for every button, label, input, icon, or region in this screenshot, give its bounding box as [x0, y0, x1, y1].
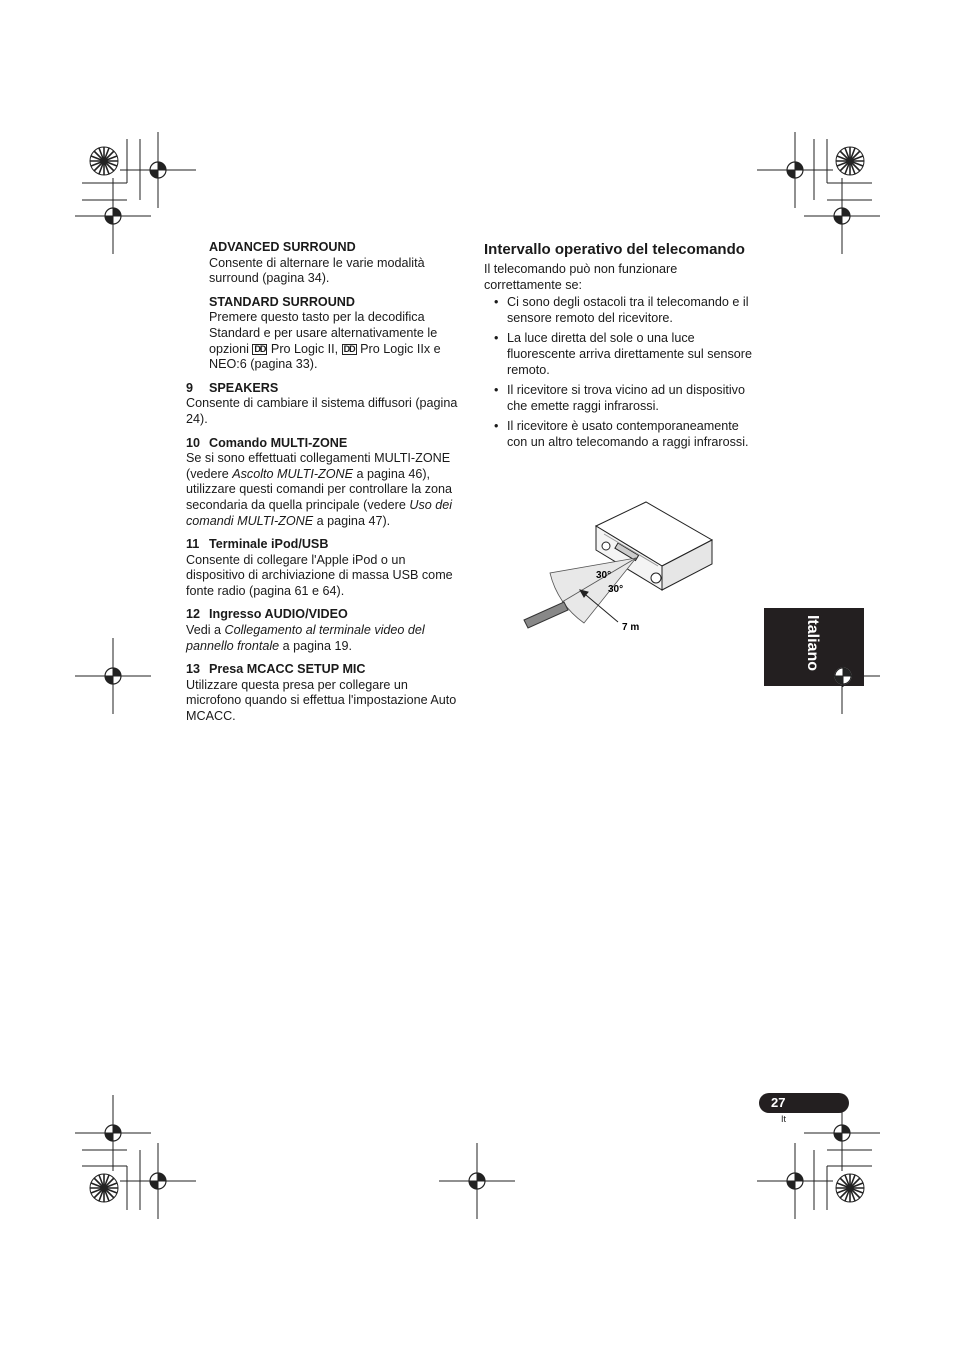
item-12 — [186, 607, 461, 654]
item-title: STANDARD SURROUND — [209, 294, 355, 309]
text-b: Pro Logic II, — [267, 341, 342, 356]
item-text: Consente di alternare le varie modalità surround (pagina 34). — [209, 255, 425, 286]
item-number: 12 — [186, 607, 201, 622]
item-11 — [186, 537, 461, 599]
ref-2: Uso dei comandi MULTI-ZONE — [186, 497, 453, 528]
intro-text: Il telecomando può non funzionare correttamente se: — [484, 262, 678, 292]
text-c: Pro Logic IIx e NEO:6 (pagina 33). — [209, 341, 441, 372]
text-2: a pagina 46), utilizzare questi comandi per controllare la zona secondaria da quella principale (vedere — [186, 466, 453, 512]
item-text — [209, 310, 461, 372]
page-number: 27 — [771, 1095, 786, 1110]
item-title — [186, 537, 461, 553]
item-title — [186, 436, 461, 452]
item-heading: Ingresso AUDIO/VIDEO — [209, 607, 348, 622]
item-heading: Presa MCACC SETUP MIC — [209, 662, 366, 677]
item-title: ADVANCED SURROUND — [209, 240, 356, 254]
remote-range-figure — [518, 498, 718, 638]
item-9 — [186, 381, 461, 428]
item-text — [186, 623, 461, 654]
item-number: 11 — [186, 537, 200, 552]
angle-label-1: 30° — [596, 570, 612, 581]
angle-label-2: 30° — [608, 584, 624, 595]
page-number-badge — [759, 1093, 849, 1113]
list-item: • Il ricevitore si trova vicino ad un dispositivo che emette raggi infrarossi. — [484, 383, 756, 414]
tab-cross-mark — [832, 665, 854, 687]
language-tab-label: Italiano — [804, 614, 821, 671]
remote-control-illustration — [524, 602, 568, 628]
item-number: 13 — [186, 662, 201, 677]
item-title — [186, 662, 461, 678]
item-number: 9 — [186, 380, 194, 395]
bullet-list — [484, 295, 756, 450]
item-text — [186, 451, 461, 529]
list-item: • Ci sono degli ostacoli tra il telecomando e il sensore remoto del ricevitore. — [484, 295, 756, 326]
item-title — [186, 381, 461, 397]
ref-1: Ascolto MULTI-ZONE — [232, 466, 354, 481]
list-item: • Il ricevitore è usato contemporaneamente con un altro telecomando a raggi infrarossi. — [484, 419, 756, 450]
item-text: Consente di collegare l'Apple iPod o un dispositivo di archiviazione di massa USB come fonte radio (pagina 61 e 64). — [186, 552, 453, 598]
text-2: a pagina 19. — [279, 638, 352, 653]
text-1: Vedi a — [186, 623, 225, 638]
distance-label: 7 m — [622, 622, 640, 633]
item-heading: Comando MULTI-ZONE — [209, 435, 348, 450]
list-item: • La luce diretta del sole o una luce fluorescente arriva direttamente sul sensore remoto. — [484, 331, 756, 378]
dolby-logo-icon: DD — [254, 343, 266, 354]
item-13 — [186, 662, 461, 724]
item-title — [186, 607, 461, 623]
item-heading: SPEAKERS — [209, 380, 279, 395]
item-text: Consente di cambiare il sistema diffusori (pagina 24). — [186, 396, 458, 426]
text-3: a pagina 47). — [313, 513, 391, 528]
ref-1: Collegamento al terminale video del pannello frontale — [186, 623, 425, 653]
left-column — [186, 240, 461, 733]
item-10 — [186, 436, 461, 530]
section-title: Intervallo operativo del telecomando — [484, 241, 745, 258]
item-heading: Terminale iPod/USB — [209, 537, 329, 552]
right-column — [484, 240, 756, 456]
item-text: Utilizzare questa presa per collegare un microfono quando si effettua l'impostazione Auto MCACC. — [186, 677, 457, 724]
text-a: Premere questo tasto per la decodifica Standard e per usare alternativamente le opzioni — [209, 310, 438, 356]
text-1: Se si sono effettuati collegamenti MULTI-ZONE (vedere — [186, 451, 451, 481]
advanced-surround-item — [186, 240, 461, 287]
standard-surround-item — [186, 295, 461, 373]
page-language: It — [781, 1114, 787, 1124]
item-number: 10 — [186, 435, 201, 450]
dolby-logo-icon: DD — [343, 343, 355, 354]
